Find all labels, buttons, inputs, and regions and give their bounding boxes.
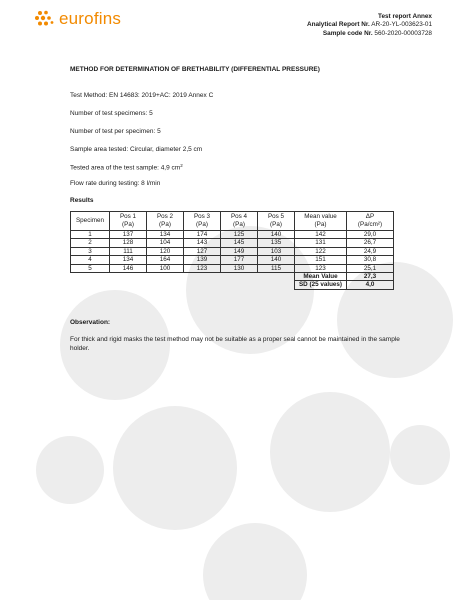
table-cell: 5 [71, 264, 110, 272]
table-cell: 128 [110, 239, 147, 247]
analytical-report-label: Analytical Report Nr. [306, 21, 370, 29]
results-heading: Results [70, 197, 94, 204]
table-row [71, 256, 394, 264]
summary-row-mean [71, 272, 394, 280]
header-text: (Pa/cm²) [357, 221, 383, 228]
table-cell: 120 [147, 247, 184, 255]
table-cell: 103 [258, 247, 295, 255]
table-cell: 122 [295, 247, 347, 255]
table-cell: 123 [295, 264, 347, 272]
table-cell: 142 [295, 231, 347, 239]
report-title: Test report Annex [378, 13, 432, 20]
header-pos1 [110, 212, 147, 231]
table-cell: 123 [184, 264, 221, 272]
table-cell: 125 [221, 231, 258, 239]
header-delta-p [347, 212, 394, 231]
eurofins-dots-icon [34, 10, 56, 28]
table-cell: 130 [221, 264, 258, 272]
table-cell: 2 [71, 239, 110, 247]
header-specimen [71, 212, 110, 231]
table-header-row [71, 212, 394, 231]
table-cell: 139 [184, 256, 221, 264]
number-of-specimens: Number of test specimens: 5 [70, 110, 153, 117]
header-text: Pos 4 [230, 213, 248, 220]
tested-area-superscript: 2 [180, 163, 183, 168]
table-cell [71, 281, 295, 289]
report-header [307, 13, 432, 38]
sd-label: SD (25 values) [295, 281, 347, 289]
table-cell [71, 272, 295, 280]
table-cell: 134 [110, 256, 147, 264]
sample-code-label: Sample code Nr. [322, 29, 373, 37]
table-row [71, 239, 394, 247]
table-cell: 140 [258, 256, 295, 264]
table-row [71, 247, 394, 255]
analytical-report-value: AR-20-YL-003623-01 [371, 21, 432, 29]
table-cell: 151 [295, 256, 347, 264]
header-text: (Pa) [159, 221, 171, 228]
test-method: Test Method: EN 14683: 2019+AC: 2019 Annex C [70, 92, 214, 99]
table-cell: 24,9 [347, 247, 394, 255]
summary-row-sd [71, 281, 394, 289]
table-cell: 143 [184, 239, 221, 247]
header-text: Pos 3 [193, 213, 211, 220]
table-cell: 177 [221, 256, 258, 264]
sd-result: 4,0 [347, 281, 394, 289]
header-text: Pos 1 [119, 213, 137, 220]
table-row [71, 231, 394, 239]
header-text: Pos 5 [267, 213, 285, 220]
table-cell: 135 [258, 239, 295, 247]
header-pos3 [184, 212, 221, 231]
mean-value-label: Mean Value [295, 272, 347, 280]
table-cell: 25,1 [347, 264, 394, 272]
flow-rate: Flow rate during testing: 8 l/min [70, 180, 161, 187]
table-row [71, 264, 394, 272]
eurofins-logo [34, 9, 121, 29]
observation-text: For thick and rigid masks the test method may not be suitable as a proper seal cannot be maintained in the sample holder. [70, 336, 400, 352]
table-cell: 111 [110, 247, 147, 255]
header-text: (Pa) [314, 221, 327, 228]
table-cell: 3 [71, 247, 110, 255]
header-text: (Pa) [233, 221, 245, 228]
header-pos4 [221, 212, 258, 231]
header-pos5 [258, 212, 295, 231]
table-cell: 140 [258, 231, 295, 239]
header-text: Specimen [75, 217, 104, 224]
table-cell: 30,8 [347, 256, 394, 264]
table-cell: 100 [147, 264, 184, 272]
table-cell: 115 [258, 264, 295, 272]
number-of-tests: Number of test per specimen: 5 [70, 128, 161, 135]
tested-area-text: Tested area of the test sample: 4,9 cm [70, 164, 181, 172]
header-text: (Pa) [122, 221, 134, 228]
table-cell: 145 [221, 239, 258, 247]
sample-code-value: 560-2020-00003728 [374, 29, 432, 37]
table-cell: 134 [147, 231, 184, 239]
header-pos2 [147, 212, 184, 231]
results-table [70, 211, 394, 290]
table-cell: 127 [184, 247, 221, 255]
header-text: ΔP [365, 213, 375, 220]
table-cell: 137 [110, 231, 147, 239]
tested-area [70, 163, 183, 172]
table-cell: 4 [71, 256, 110, 264]
header-text: Mean value [304, 213, 337, 220]
table-cell: 164 [147, 256, 184, 264]
table-cell: 26,7 [347, 239, 394, 247]
header-text: Pos 2 [156, 213, 174, 220]
header-mean-value [295, 212, 347, 231]
table-cell: 29,0 [347, 231, 394, 239]
mean-value-result: 27,3 [347, 272, 394, 280]
observation-heading: Observation: [70, 319, 111, 326]
sample-area: Sample area tested: Circular, diameter 2,5 cm [70, 146, 203, 153]
table-cell: 174 [184, 231, 221, 239]
header-text: (Pa) [270, 221, 282, 228]
table-cell: 131 [295, 239, 347, 247]
table-cell: 1 [71, 231, 110, 239]
logo-text: eurofins [59, 9, 122, 28]
table-cell: 149 [221, 247, 258, 255]
section-title: METHOD FOR DETERMINATION OF BRETHABILITY (DIFFERENTIAL PRESSURE) [70, 66, 320, 73]
table-cell: 146 [110, 264, 147, 272]
table-cell: 104 [147, 239, 184, 247]
header-text: (Pa) [196, 221, 208, 228]
